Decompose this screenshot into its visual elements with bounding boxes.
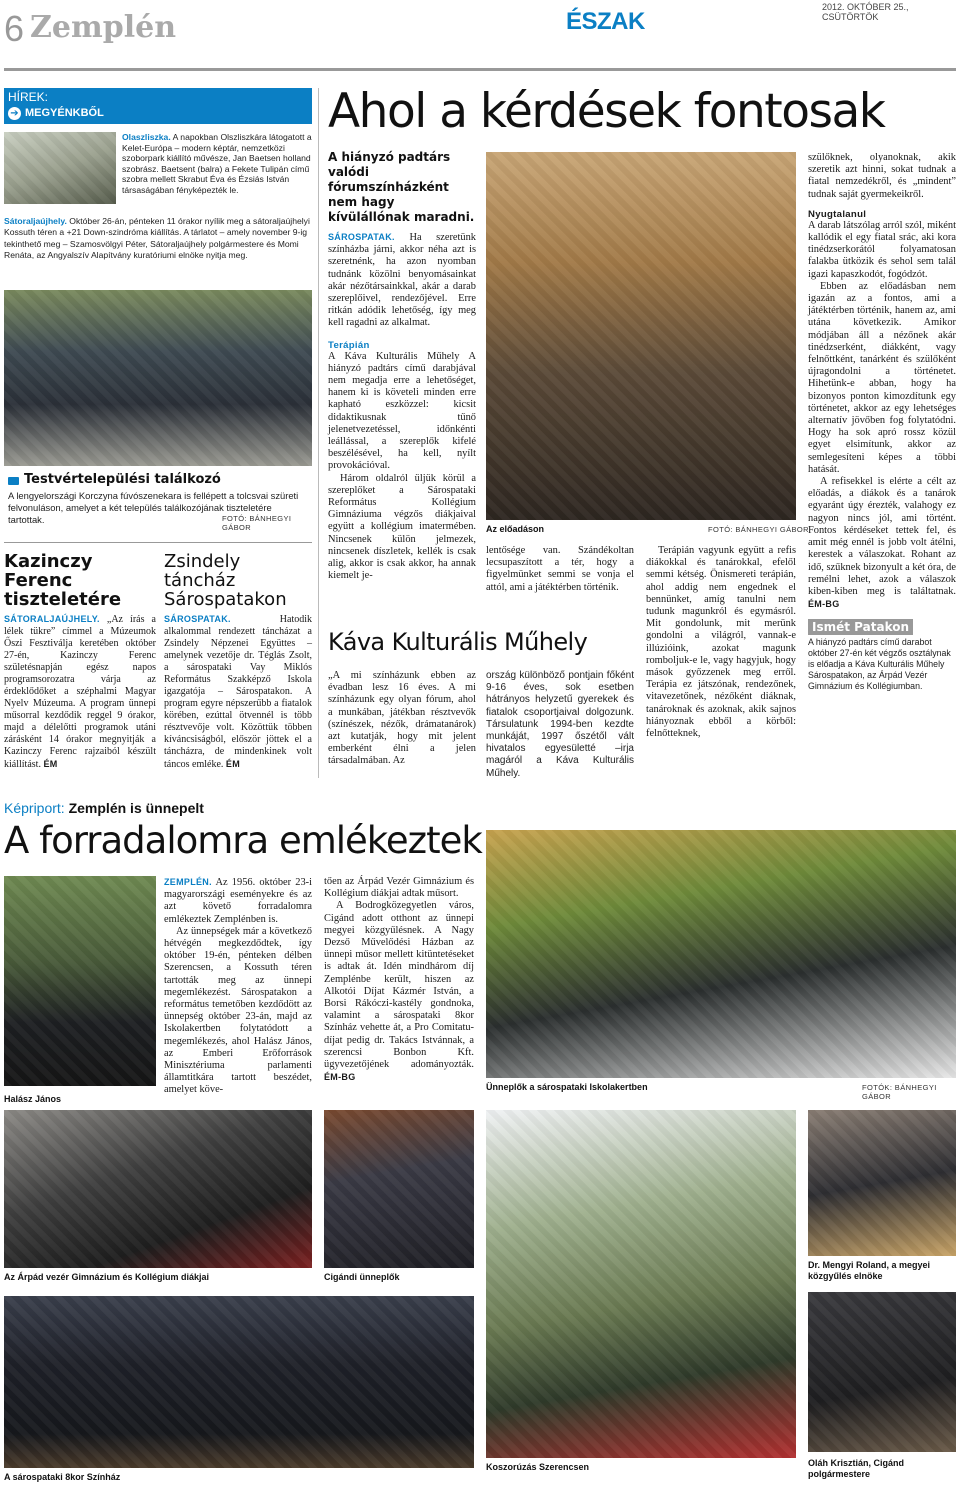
koszoru-caption: Koszorúzás Szerencsen	[486, 1462, 590, 1472]
main-col5a: szülőknek, olyanoknak, akik szeretik azt hinni, sokat tudnak a fiatal nemzedékről, és „mindent” tudnak saját gyermekeikről.	[808, 152, 956, 200]
camera-icon	[8, 477, 19, 485]
cigand-photo	[324, 1110, 474, 1268]
main-col5d-text: A refisekkel is elérte a célt az előadás, a diákok és a tanárok egyaránt úgy érezték, valahogy ez nagyon nincs jól, ami történt. Fontos kérdéseket tettek fel, és amit még ennél is jobb volt átélni, kerestek a válaszokat. Rohant az idő, szűknek bizonyult a két óra, de remélni lehet, azok a válaszok kiben-kiben meg is találtatnak.	[808, 476, 956, 597]
main-sign: ÉM-BG	[808, 599, 840, 610]
kazinczy-body	[4, 613, 156, 771]
halasz-caption: Halász János	[4, 1094, 62, 1104]
zsindely-sign: ÉM	[225, 759, 241, 769]
nyolckor-photo	[4, 1296, 474, 1468]
iskolakert-photo	[486, 830, 956, 1078]
iskolakert-caption: Ünneplők a sárospataki Iskolakertben	[486, 1082, 648, 1092]
report-credit: FOTÓK: BÁNHEGYI GÁBOR	[862, 1083, 937, 1101]
main-col5	[808, 152, 956, 692]
nyolckor-caption: A sárospataki 8kor Színház	[4, 1472, 121, 1482]
main-p2: Három oldalról üljük körül a szereplőket a Sárospataki Református Kollégium Gimnáziuma végzős diákjaival együtt a kollégium imatermében. Nincsenek külön jelmezek, nincsenek díszletek, kellék is csak alig, akkor is csak akkor, ha annak kiemelt je-	[328, 472, 476, 582]
report-kicker-text: Zemplén is ünnepelt	[68, 800, 204, 816]
again-title: Ismét Patakon	[808, 619, 913, 635]
main-intro	[328, 231, 476, 330]
mengyi-photo	[808, 1110, 956, 1256]
main-p1: A Káva Kulturális Műhely A hiányzó padtárs című darabjával nem megadja erre a lehetőséget, hanem ki is követeli minden erre kapható eszközzel: kicsit didaktikusnak tűnő jelenetvezetéssel, időnkénti leállással, a szereplők kifelé beszélésével, ha kell, nyílt provokációval.	[328, 350, 476, 472]
halasz-photo	[4, 876, 156, 1086]
report-col2-text: tően az Árpád Vezér Gimnázium és Kollégium diákjai adtak műsort.	[324, 876, 474, 900]
section-title: Zemplén	[30, 10, 177, 45]
again-text: A hiányzó padtárs című darabot október 27-én két végzős osztálynak is előadja a Káva Kulturális Műhely Sárospatakon, az Árpád Vezér Gimnázium és Kollégiumban.	[808, 637, 951, 692]
koszoru-photo	[486, 1110, 796, 1458]
main-intro-text: Ha szeretünk színházba járni, akkor néha azt is szeretnénk, ha azon nyomban tudnánk közölni benyomásainkat akár nézőtársainkkal, akár a darab szereplőivel, rendezőjével. Erre ritkán adódik lehetőség, így meg kell ragadni az alkalmat.	[328, 232, 476, 329]
report-headline: A forradalomra emlékeztek	[4, 819, 482, 862]
kazinczy-sign: ÉM	[43, 759, 58, 769]
news-sublabel: MEGYÉNKBŐL	[25, 107, 104, 119]
main-dateline: SÁROSPATAK.	[328, 232, 395, 242]
report-col1-text: Az 1956. október 23-i magyarországi eseményekre és az azt követő forradalomra emlékeztek Zemplénben is.	[164, 877, 313, 925]
kava-p1: „A mi színházunk ebben az évadban lesz 16 éves. A mi színházunk egy olyan fórum, ahol a munkában, játékban résztvevők (színészek, nézők, drámatanárok) azt kutatják, hogy mit jelent emberként élni a jelen társadalmában. Az	[328, 670, 476, 767]
caption-text: A napokban Olszliszkára látogatott a Kelet-Európa – modern képtár, nemzetközi szoborpark kiállító művésze, Jan Baetsen holland szobrász. Baetsent (balra) a Fekete Tulipán című szobra mellett Skrabut Éva és Ézsiás István társaságában fényképezték le.	[122, 132, 312, 195]
newspaper-logo: ÉSZAK	[566, 8, 645, 35]
report-sign: ÉM-BG	[324, 1072, 356, 1083]
mengyi-caption: Dr. Mengyi Roland, a megyei közgyűlés elnöke	[808, 1260, 931, 1281]
band-title: Testvértelepülési találkozó	[24, 472, 221, 487]
main-sub1: Terápián	[328, 339, 370, 351]
olaszliszka-caption	[122, 132, 312, 206]
band-text: A lengyelországi Korczyna fúvószenekara is fellépett a tolcsvai szüreti felvonuláson, amelyet a két település találkozójának tiszteletére tartottak.	[8, 490, 299, 525]
kava-title: Káva Kulturális Műhely	[328, 628, 588, 656]
band-story	[4, 472, 312, 532]
band-photo	[4, 290, 312, 466]
caption-lead: Olaszliszka.	[122, 132, 171, 142]
zsindely-body	[164, 613, 312, 771]
news-item	[4, 216, 312, 261]
arpad-photo	[4, 1110, 312, 1268]
cigand-caption: Cigándi ünneplők	[324, 1272, 400, 1282]
zsindely-title: Zsindely táncház Sárospatakon	[164, 551, 287, 610]
report-col1	[164, 876, 312, 1097]
issue-date: 2012. OKTÓBER 25., CSÜTÖRTÖK	[822, 2, 909, 22]
kazinczy-dateline: SÁTORALJAÚJHELY.	[4, 614, 100, 624]
main-col5d	[808, 476, 956, 611]
header-rule	[4, 68, 956, 71]
main-col3: lentősége van. Szándékoltan lecsupaszított a tér, hogy a figyelmünket semmi se vonja el attól, ami a játéktérben történik.	[486, 545, 634, 593]
news-item-lead: Sátoraljaújhely.	[4, 216, 67, 226]
kava-p2: ország különböző pontjain főként 9-16 éves, sok esetben hátrányos helyzetű gyerekek és fiatalok csoportjaival dolgozunk. Társulatunk 1994-ben kezdte munkáját, 1997 őszétől vált hivatalos egyesületté –irja magáról a Káva Kulturális Műhely.	[486, 670, 634, 779]
page-header	[0, 0, 960, 62]
zsindely-text: Hatodik alkalommal rendezett táncházat a Zsindely Népzenei Együttes – amelynek vezetője dr. Téglás Zsolt, a sárospataki Vay Miklós Református Szakképző Iskola igazgatója – Sárospatakon. A program egyre népszerűbb a fiatalok körében, ezúttal ötvennél is több résztvevője volt. Közöttük többen kíváncsiságból, először jöttek el a táncházra, de mindenkinek volt táncos emléke.	[164, 614, 312, 770]
report-kicker-label: Képriport:	[4, 800, 65, 816]
news-item-text: Október 26-án, pénteken 11 órakor nyílik meg a sátoraljaújhelyi Kossuth téren a +21 Down-szindróma kiállítás. A tárlatot – amely november 9-ig tekinthető meg – Szamosvölgyi Péter, Sátoraljaújhely polgármestere és Momi Renáta, az Angyalszív Alapítvány kuratóriumi elnöke nyitja meg.	[4, 216, 310, 260]
olah-caption: Oláh Krisztián, Cigánd polgármestere	[808, 1458, 905, 1479]
kazinczy-text: „Az írás a lélek tükre” címmel a Múzeumok Őszi Fesztiválja keretében október 27-én, Kazinczy Ferenc születésnapján egész napos programsorozatra várja az érdeklődőket a széphalmi Magyar Nyelv Múzeuma. A program ünnepi műsorral kezdődik reggel 9 órakor, majd a délelőtti programok utáni zárásként 14 órakor megnyitják a Kazinczy Ferenc rajzaiból készült kiállítást.	[4, 614, 156, 770]
main-sub2: Nyugtalanul	[808, 208, 867, 220]
kazinczy-title: Kazinczy Ferenc tiszteletére	[4, 551, 122, 610]
news-box	[4, 88, 312, 278]
zsindely-article	[164, 552, 312, 782]
main-col5c: Ebben az előadásban nem igazán az a fontos, ami a játéktérben történik, hanem az, ami utána következik. Amikor módjában áll a nézőnek akár tinédzserként, diákként, vagy felnőttként, tanárként és szülőként újragondolni a történetet. Hihetünk-e abban, hogy ha bizonyos ponton kimozdítunk egy történetet, akkor az egy lehetséges alternatív jövőben fog folytatódni. Hogy ha sok apró rossz közül egyet elsimítunk, akkor az semlegesíteni képes a többi hatását.	[808, 280, 956, 475]
performance-credit: FOTÓ: BÁNHEGYI GÁBOR	[708, 525, 809, 534]
page-number: 6	[4, 8, 25, 49]
performance-photo	[486, 152, 796, 520]
news-box-header	[4, 88, 312, 124]
main-headline: Ahol a kérdések fontosak	[328, 84, 885, 139]
report-col1b: Az ünnepségek már a következő hétvégén megkezdődtek, így október 19-én, pénteken délben Szerencsen, a Kossuth téren tartották meg az ünnepi megemlékezést. Sárospatakon a református temetőben kezdődött az ünnepség október 23-án, majd az Iskolakertben folytatódott a megemlékezés, ahol Halász János, az Emberi Erőforrások Minisztériuma parlamenti államtitkára tartott beszédet, amelyet köve-	[164, 925, 312, 1096]
main-col1	[328, 150, 476, 582]
divider	[4, 542, 312, 543]
band-credit: FOTÓ: BÁNHEGYI GÁBOR	[222, 514, 292, 532]
olah-photo	[808, 1292, 956, 1452]
report-col2b	[324, 900, 474, 1084]
report-dateline: ZEMPLÉN.	[164, 877, 212, 887]
olaszliszka-photo	[4, 132, 116, 204]
report-kicker	[4, 800, 504, 816]
main-deck: A hiányzó padtárs valódi fórumszínházként nem hagy kívülállónak maradni.	[328, 150, 475, 224]
zsindely-dateline: SÁROSPATAK.	[164, 614, 231, 624]
performance-caption: Az előadáson	[486, 524, 545, 534]
report-body-1	[164, 876, 312, 926]
main-col4: Terápián vagyunk együtt a refis diákokkal és tanárokkal, efelől semmi kétség. Önismereti terápián, ahol addig nem engednek el bennünket, amíg tanulni nem tudunk magunkról és egymásról. Mit gondolunk, mit merünk gondolni a világról, vannak-e illúzióink, azokat magunk romboljuk-e le, vagy hagyjuk, hogy mások győzzenek meg erről. Terápia ez játszónak, rendezőnek, vitavezetőnek, nézőként diáknak, tanároknak és azoknak, akik sajnos hiányoznak ebből a körből: felnőtteknek,	[646, 545, 796, 740]
report-col2	[324, 876, 474, 1084]
arrow-icon: ➔	[8, 107, 21, 120]
news-label: HÍREK:	[8, 90, 49, 104]
kazinczy-article	[4, 552, 156, 782]
arpad-caption: Az Árpád vezér Gimnázium és Kollégium diákjai	[4, 1272, 210, 1282]
main-col5b: A darab látszólag arról szól, miként kallódik el egy fiatal srác, aki kora tinédzserkorától folyamatosan falakba ütközik és sehol sem talál igazi kapaszkodót, fogódzót.	[808, 219, 956, 280]
report-col2b-text: A Bodrogközegyetlen város, Cigánd adott otthont az ünnepi megyei közgyűlésnek. A Nagy Dezső Művelődési Házban az ünnepi műsor mellett kitüntetéseket is adtak át. Idén mindhárom díj Zemplénbe került, hiszen az Alkotói Díjat Kázmér István, a Borsi Rákóczi-kastély gondnoka, valamint a sárospataki 8kor Színház vehette át, a Pro Comitatu-díjat pedig dr. Takács Istvánnak, a szerencsi Bonbon Kft. ügyvezetőjének adományozták.	[324, 900, 474, 1071]
column-divider	[318, 88, 319, 778]
